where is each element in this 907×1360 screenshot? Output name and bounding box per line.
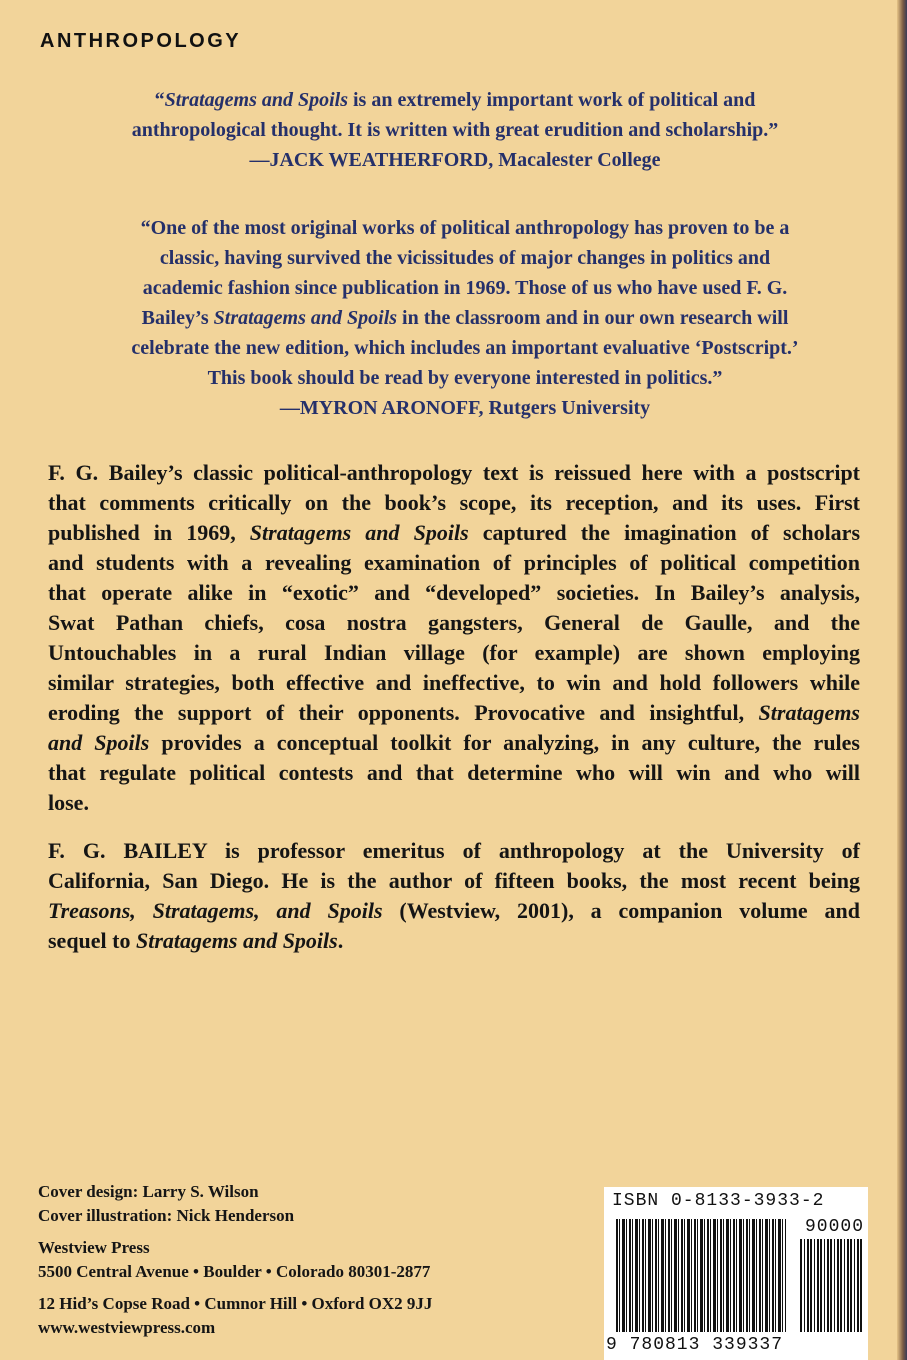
description-line: that regulate political contests and that determine who will win and who will: [48, 760, 860, 785]
bio-line: California, San Diego. He is the author of fifteen books, the most recent being: [48, 868, 860, 893]
bio-line: F. G. BAILEY is professor emeritus of anthropology at the University of: [48, 838, 860, 863]
description-line: that comments critically on the book’s scope, its reception, and its uses. First: [48, 490, 860, 515]
weatherford-blurb: [40, 85, 870, 175]
description-line: F. G. Bailey’s classic political-anthropology text is reissued here with a postscript: [48, 460, 860, 485]
author-bio: [48, 836, 860, 956]
book-spine-edge: [897, 0, 907, 1360]
bio-line: sequel to Stratagems and Spoils.: [48, 928, 344, 953]
description-line: eroding the support of their opponents. Provocative and insightful, Stratagems: [48, 700, 860, 725]
cover-illustration-credit: Cover illustration: Nick Henderson: [38, 1206, 295, 1225]
blurb-line: classic, having survived the vicissitudes of major changes in politics and: [159, 247, 771, 269]
description-line: published in 1969, Stratagems and Spoils captured the imagination of scholars: [48, 520, 861, 545]
ean-number: 9 780813 339337: [606, 1335, 784, 1355]
cover-design-credit: Cover design: Larry S. Wilson: [38, 1182, 259, 1201]
publisher-credits: [38, 1180, 432, 1340]
category-label: ANTHROPOLOGY: [40, 30, 242, 52]
description-line: and Spoils provides a conceptual toolkit for analyzing, in any culture, the rules: [48, 730, 860, 755]
blurb-line: “Stratagems and Spoils is an extremely important work of political and: [154, 89, 756, 111]
description-line: Swat Pathan chiefs, cosa nostra gangsters, General de Gaulle, and the: [48, 610, 860, 635]
description-line: lose.: [48, 790, 89, 815]
bio-line: Treasons, Stratagems, and Spoils (Westview, 2001), a companion volume and: [48, 898, 860, 923]
blurb-line: anthropological thought. It is written with great erudition and scholarship.”: [131, 119, 779, 141]
aronoff-blurb: [70, 213, 860, 423]
description-line: Untouchables in a rural Indian village (for example) are shown employing: [48, 640, 860, 665]
price-code: 90000: [804, 1217, 864, 1237]
blurb-line: academic fashion since publication in 1969. Those of us who have used F. G.: [142, 277, 788, 299]
barcode-bars: [616, 1219, 786, 1332]
description-line: that operate alike in “exotic” and “developed” societies. In Bailey’s analysis,: [48, 580, 860, 605]
addon-barcode-bars: [800, 1239, 862, 1332]
description-line: and students with a revealing examination of principles of political competition: [48, 550, 860, 575]
blurb-line: This book should be read by everyone interested in politics.”: [207, 367, 723, 389]
isbn-number: ISBN 0-8133-3933-2: [612, 1191, 825, 1211]
isbn-barcode: [604, 1187, 868, 1360]
book-description: [48, 458, 860, 818]
publisher-address-us: 5500 Central Avenue • Boulder • Colorado 80301-2877: [38, 1262, 431, 1281]
blurb-line: celebrate the new edition, which includes an important evaluative ‘Postscript.’: [131, 337, 799, 359]
publisher-address-uk: 12 Hid’s Copse Road • Cumnor Hill • Oxford OX2 9JJ: [38, 1294, 433, 1313]
blurb-line: “One of the most original works of political anthropology has proven to be a: [140, 217, 790, 239]
blurb-line: Bailey’s Stratagems and Spoils in the classroom and in our own research will: [141, 307, 789, 329]
blurb-attribution: —JACK WEATHERFORD, Macalester College: [249, 149, 661, 171]
description-line: similar strategies, both effective and ineffective, to win and hold followers while: [48, 670, 860, 695]
blurb-attribution: —MYRON ARONOFF, Rutgers University: [279, 397, 651, 419]
publisher-name: Westview Press: [38, 1238, 150, 1257]
publisher-website: www.westviewpress.com: [38, 1318, 216, 1337]
